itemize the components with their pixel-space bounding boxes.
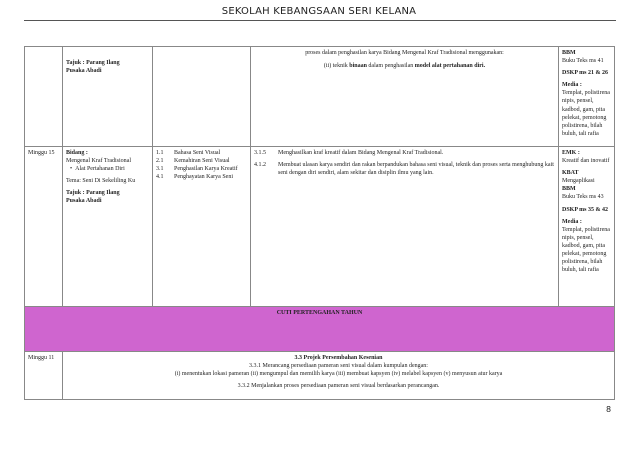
media-text: Templat, polistirena nipis, pensel, kadbod, gam, pita pelekat, pemotong polistirena, bilah buluh, tali rafia: [562, 226, 610, 274]
emk-label: EMK :: [562, 150, 580, 156]
project-line-3: 3.3.2 Menjalankan proses persediaan pameran seni visual berdasarkan perancangan.: [237, 383, 440, 390]
project-title: 3.3 Projek Persembahan Kesenian: [294, 355, 383, 361]
bbm-text: Buku Teks ms 43: [562, 194, 604, 201]
bbm-label: BBM: [562, 50, 576, 56]
emk-text: Kreatif dan inovatif: [562, 158, 610, 165]
project-cell: [63, 352, 615, 400]
project-line-1: 3.3.1 Merancang persediaan pameran seni visual dalam kumpulan dengan:: [249, 363, 428, 370]
cuti-label: CUTI PERTENGAHAN TAHUN: [276, 310, 363, 316]
table-row: [25, 147, 615, 307]
list-item: 4.1.2 Membuat ulasan karya sendiri dan rakan berpandukan bahasa seni visual, teknik dan proses serta menghubung kait seni dengan diri sendiri, alam sekitar dan disiplin ilmu yang lain.: [254, 162, 554, 177]
bullet-icon: •: [70, 166, 76, 173]
resource-cell: [559, 47, 615, 147]
tajuk-label: Tajuk : Parang Ilang: [66, 190, 120, 197]
table-row: [25, 47, 615, 147]
tema-text: Tema: Seni Di Sekeliling Ku: [66, 178, 136, 185]
tajuk-sub: Pusaka Abadi: [66, 68, 102, 75]
standard-line-2: (ii) teknik binaan dalam penghasilan model alat pertahanan diri.: [323, 63, 486, 70]
list-item: 4.1 Penghayatan Karya Seni: [156, 174, 233, 181]
week-cell: Minggu 11: [25, 352, 63, 400]
topic-cell: [63, 147, 153, 307]
week-cell: Minggu 15: [25, 147, 63, 307]
project-line-2: (i) menentukan lokasi pameran (ii) mengumpul dan memilih karya (iii) membuat kapsyen (iv) melabel kapsyen (v) menyusun atur karya: [174, 371, 503, 378]
standard-line-1: proses dalam penghasilan karya Bidang Mengenal Kraf Tradisional menggunakan:: [305, 50, 504, 56]
page-number: 8: [606, 405, 612, 414]
standard-cell: [251, 147, 559, 307]
dskp-text: DSKP ms 21 & 26: [562, 70, 609, 77]
media-label: Media :: [562, 218, 582, 225]
list-item: 2.1 Kemahiran Seni Visual: [156, 158, 230, 165]
page-header-title: SEKOLAH KEBANGSAAN SERI KELANA: [221, 6, 417, 17]
kbat-label: KBAT: [562, 170, 579, 177]
bbm-text: Buku Teks ms 41: [562, 58, 604, 65]
aspect-cell: [153, 47, 251, 147]
dskp-text: DSKP ms 35 & 42: [562, 206, 609, 213]
aspect-cell: [153, 147, 251, 307]
media-label: Media :: [562, 82, 582, 89]
media-text: Templat, polistirena nipis, pensel, kadbod, gam, pita pelekat, pemotong polistirena, bilah buluh, tali rafia: [562, 90, 610, 137]
bidang-value: Mengenal Kraf Tradisional: [66, 158, 131, 165]
bbm-label: BBM: [562, 186, 576, 193]
lesson-plan-table: [24, 46, 615, 400]
tajuk-sub: Pusaka Abadi: [66, 198, 102, 205]
header-divider: [24, 20, 616, 21]
bidang-label: Bidang :: [66, 150, 88, 156]
table-row: [25, 307, 615, 352]
cuti-cell: [25, 307, 615, 352]
list-item: 3.1.5 Menghasilkan kraf kreatif dalam Bidang Mengenal Kraf Tradisional.: [254, 150, 444, 156]
bidang-bullet: • Alat Pertahanan Diri: [70, 166, 125, 173]
tajuk-label: Tajuk : Parang Ilang: [66, 60, 120, 66]
list-item: 3.1 Penghasilan Karya Kreatif: [156, 166, 238, 173]
table-row: [25, 352, 615, 400]
list-item: 1.1 Bahasa Seni Visual: [156, 150, 221, 156]
standard-cell: [251, 47, 559, 147]
topic-cell: [63, 47, 153, 147]
resource-cell: [559, 147, 615, 307]
kbat-text: Mengaplikasi: [562, 178, 595, 185]
week-cell: [25, 47, 63, 147]
